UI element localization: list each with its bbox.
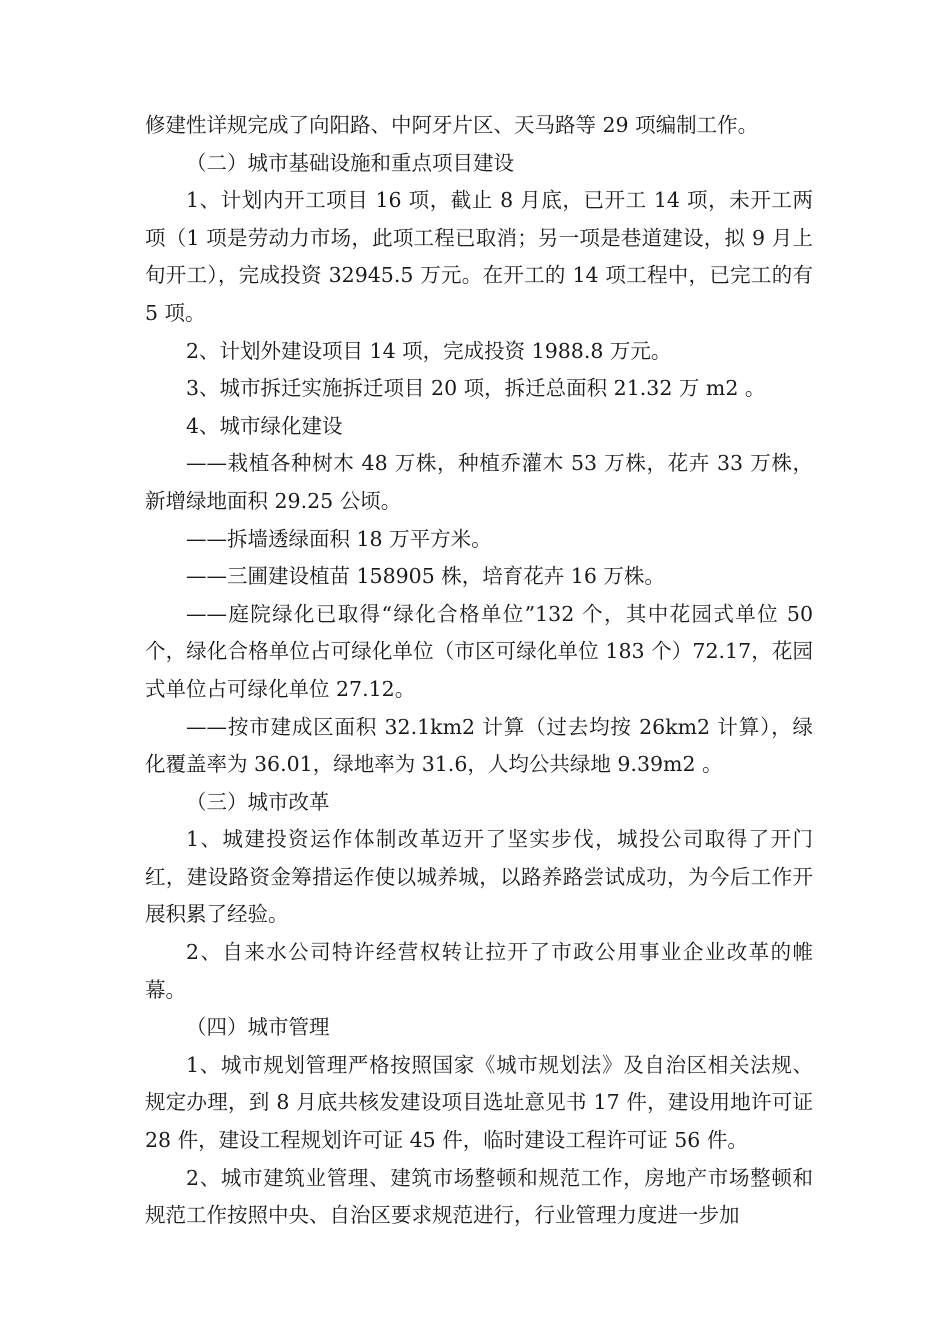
- paragraph-construction-management: 2、城市建筑业管理、建筑市场整顿和规范工作，房地产市场整顿和规范工作按照中央、自治区要求规范进行，行业管理力度进一步加: [145, 1165, 813, 1228]
- section-heading-reform: （三）城市改革: [186, 789, 330, 814]
- paragraph-investment-reform: 1、城建投资运作体制改革迈开了坚实步伐，城投公司取得了开门红，建设路资金筹措运作使以城养城，以路养路尝试成功，为今后工作开展积累了经验。: [145, 827, 813, 927]
- paragraph-greening-heading: 4、城市绿化建设: [186, 413, 343, 438]
- paragraph-greening-trees: ——栽植各种树木 48 万株，种植乔灌木 53 万株，花卉 33 万株，新增绿地面积 29.25 公顷。: [145, 451, 813, 513]
- paragraph-planning-management: 1、城市规划管理严格按照国家《城市规划法》及自治区相关法规、规定办理，到 8 月底共核发建设项目选址意见书 17 件，建设用地许可证 28 件，建设工程规划许可证 45 件，临时建设工程许可证 56 件。: [145, 1052, 813, 1153]
- document-body: [145, 107, 813, 1235]
- paragraph-greening-walls: ——拆墙透绿面积 18 万平方米。: [186, 526, 492, 551]
- paragraph-greening-nursery: ——三圃建设植苗 158905 株，培育花卉 16 万株。: [186, 564, 665, 589]
- paragraph-unplanned-projects: 2、计划外建设项目 14 项，完成投资 1988.8 万元。: [186, 338, 672, 363]
- paragraph-demolition: 3、城市拆迁实施拆迁项目 20 项，拆迁总面积 21.32 万 m2 。: [186, 376, 766, 401]
- paragraph-continued: 修建性详规完成了向阳路、中阿牙片区、天马路等 29 项编制工作。: [145, 113, 759, 137]
- section-heading-infrastructure: （二）城市基础设施和重点项目建设: [186, 150, 514, 175]
- section-heading-management: （四）城市管理: [186, 1015, 330, 1040]
- paragraph-greening-coverage: ——按市建成区面积 32.1km2 计算（过去均按 26km2 计算），绿化覆盖率为 36.01，绿地率为 31.6，人均公共绿地 9.39m2 。: [145, 714, 813, 777]
- paragraph-greening-courtyard: ——庭院绿化已取得“绿化合格单位”132 个，其中花园式单位 50 个，绿化合格单位占可绿化单位（市区可绿化单位 183 个）72.17，花园式单位占可绿化单位 27.12。: [145, 601, 813, 701]
- paragraph-planned-projects: 1、计划内开工项目 16 项，截止 8 月底，已开工 14 项，未开工两项（1 项是劳动力市场，此项工程已取消；另一项是巷道建设，拟 9 月上旬开工），完成投资 32945.5 万元。在开工的 14 项工程中，已完工的有 5 项。: [145, 188, 813, 325]
- paragraph-water-company: 2、自来水公司特许经营权转让拉开了市政公用事业企业改革的帷幕。: [145, 940, 813, 1002]
